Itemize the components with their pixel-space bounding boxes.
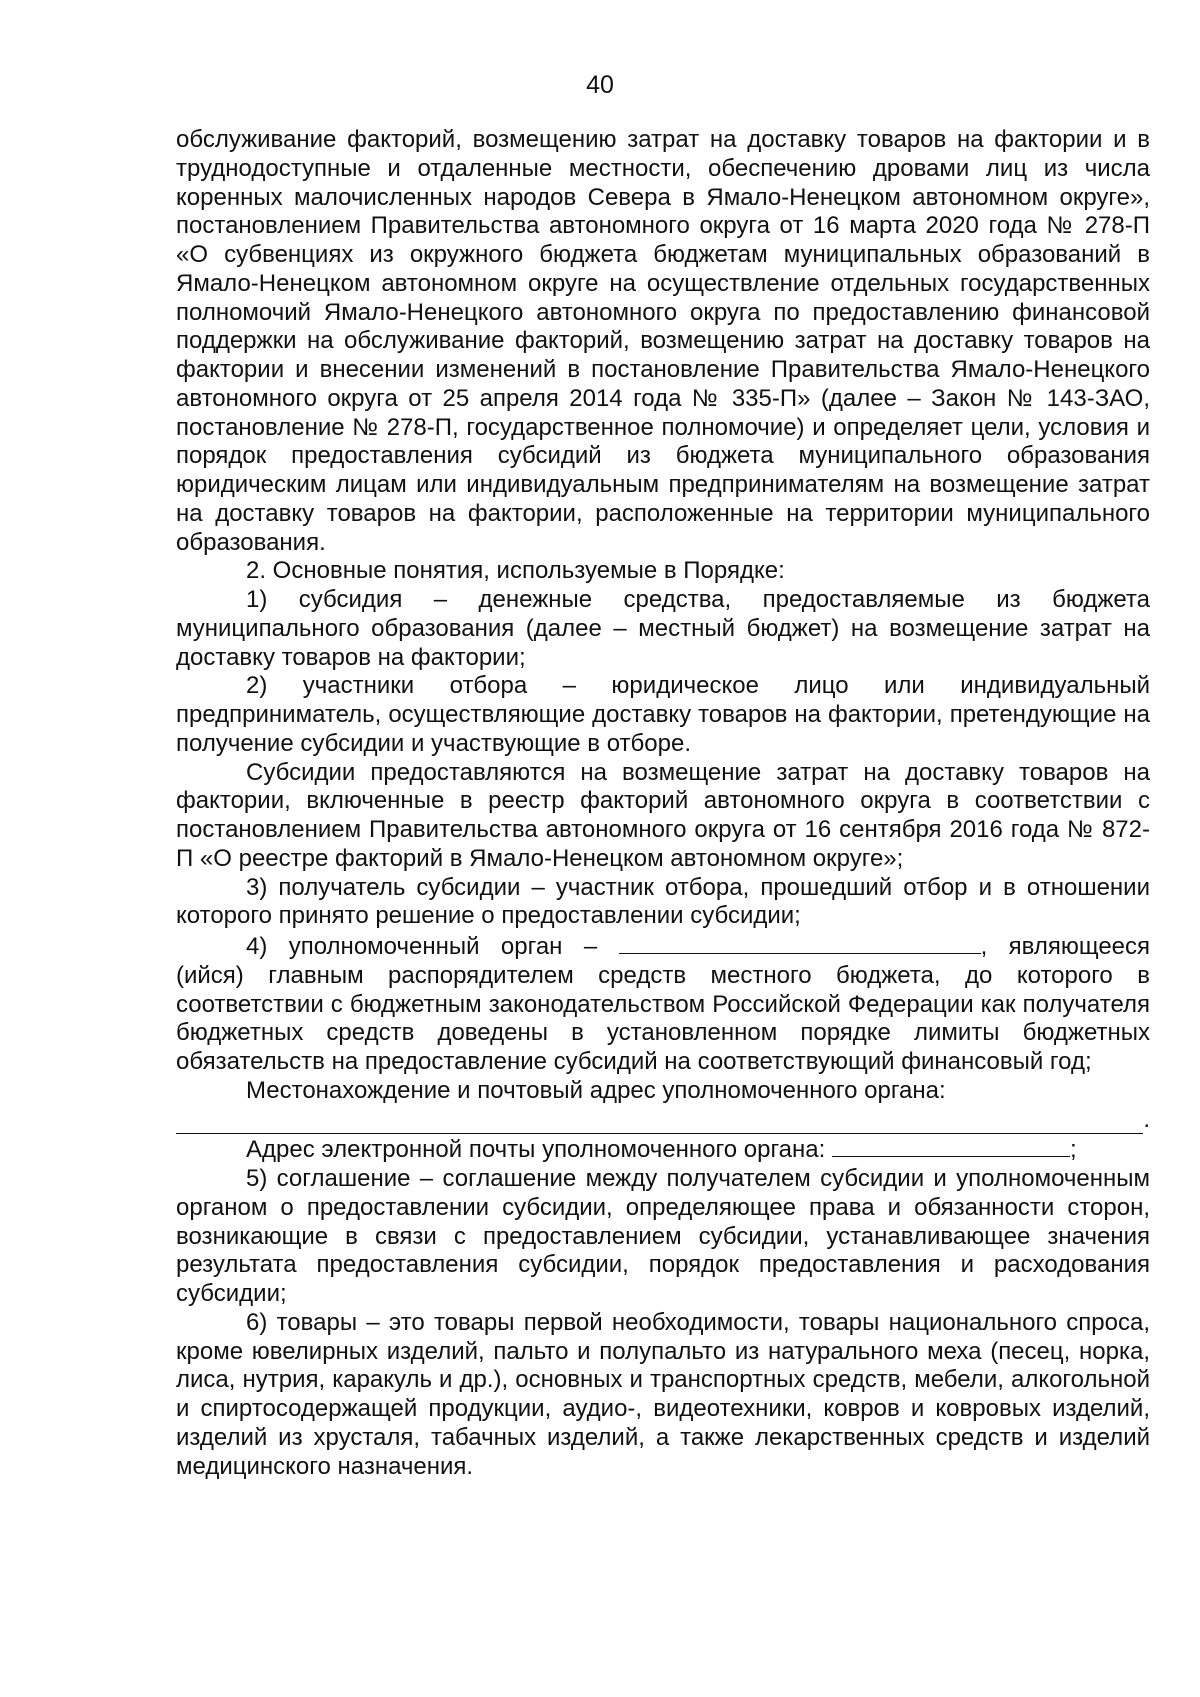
authorized-body-trailing-text: , являющееся (ийся) главным распорядителем средств местного бюджета, до которого в соответствии с бюджетным законодательством Российской Федерации как получателя бюджетных средств доведены в установленном порядке лимиты бюджетных обязательств на предоставление субсидий на соответствующий финансовый год; [176,933,1151,1075]
paragraph-intro-continuation: обслуживание факторий, возмещению затрат на доставку товаров на фактории и в труднодоступные и отдаленные местности, обеспечению дровами лиц из числа коренных малочисленных народов Севера в Ямало-Ненецком автономном округе», постановлением Правительства автономного округа от 16 марта 2020 года № 278-П «О субвенциях из окружного бюджета бюджетам муниципальных образований в Ямало-Ненецком автономном округе на осуществление отдельных государственных полномочий Ямало-Ненецкого автономного округа по предоставлению финансовой поддержки на обслуживание факторий, возмещению затрат на доставку товаров на фактории и внесении изменений в постановление Правительства Ямало-Ненецкого автономного округа от 25 апреля 2014 года № 335-П» (далее – Закон № 143-ЗАО, постановление № 278-П, государственное полномочие) и определяет цели, условия и порядок предоставления субсидий из бюджета муниципального образования юридическим лицам или индивидуальным предпринимателям на возмещение затрат на доставку товаров на фактории, расположенные на территории муниципального образования. [176,126,1150,556]
paragraph-definition-participants: 2) участники отбора – юридическое лицо или индивидуальный предприниматель, осуществляющие доставку товаров на фактории, претендующие на получение субсидии и участвующие в отборе. [176,672,1150,757]
paragraph-location-label: Местонахождение и почтовый адрес уполномоченного органа: [246,1076,946,1104]
paragraph-definition-agreement: 5) соглашение – соглашение между получателем субсидии и уполномоченным органом о предоставлении субсидии, определяющее права и обязанности сторон, возникающие в связи с предоставлением субсидии, устанавливающее значения результата предоставления субсидии, порядок предоставления и расходования субсидии; [176,1165,1150,1307]
document-body [176,126,1150,1481]
paragraph-definition-subsidy: 1) субсидия – денежные средства, предоставляемые из бюджета муниципального образования (далее – местный бюджет) на возмещение затрат на доставку товаров на фактории; [176,586,1150,671]
location-address-period: . [1143,1105,1150,1133]
authorized-body-blank-field [619,931,981,954]
paragraph-section-2-heading: 2. Основные понятия, используемые в Порядке: [246,557,785,585]
email-blank-field [832,1134,1070,1157]
paragraph-definition-goods: 6) товары – это товары первой необходимости, товары национального спроса, кроме ювелирных изделий, пальто и полупальто из натурального меха (песец, норка, лиса, нутрия, каракуль и др.), основных и транспортных средств, мебели, алкогольной и спиртосодержащей продукции, аудио-, видеотехники, ковров и ковровых изделий, изделий из хрусталя, табачных изделий, а также лекарственных средств и изделий медицинского назначения. [176,1308,1150,1480]
paragraph-definition-authorized-body [176,931,1150,1077]
paragraph-email-line [176,1134,1150,1165]
location-address-blank-field [176,1111,1143,1134]
authorized-body-lead-text: 4) уполномоченный орган – [246,933,619,960]
email-label: Адрес электронной почты уполномоченного органа: [246,1136,832,1164]
paragraph-subsidies-note: Субсидии предоставляются на возмещение затрат на доставку товаров на фактории, включенные в реестр факторий автономного округа в соответствии с постановлением Правительства автономного округа от 16 сентября 2016 года № 872-П «О реестре факторий в Ямало-Ненецком автономном округе»; [176,758,1150,872]
paragraph-definition-recipient: 3) получатель субсидии – участник отбора, прошедший отбор и в отношении которого принято решение о предоставлении субсидии; [176,873,1150,930]
page-number: 40 [586,71,614,99]
email-semicolon: ; [1069,1136,1077,1164]
location-address-row [176,1106,1150,1135]
